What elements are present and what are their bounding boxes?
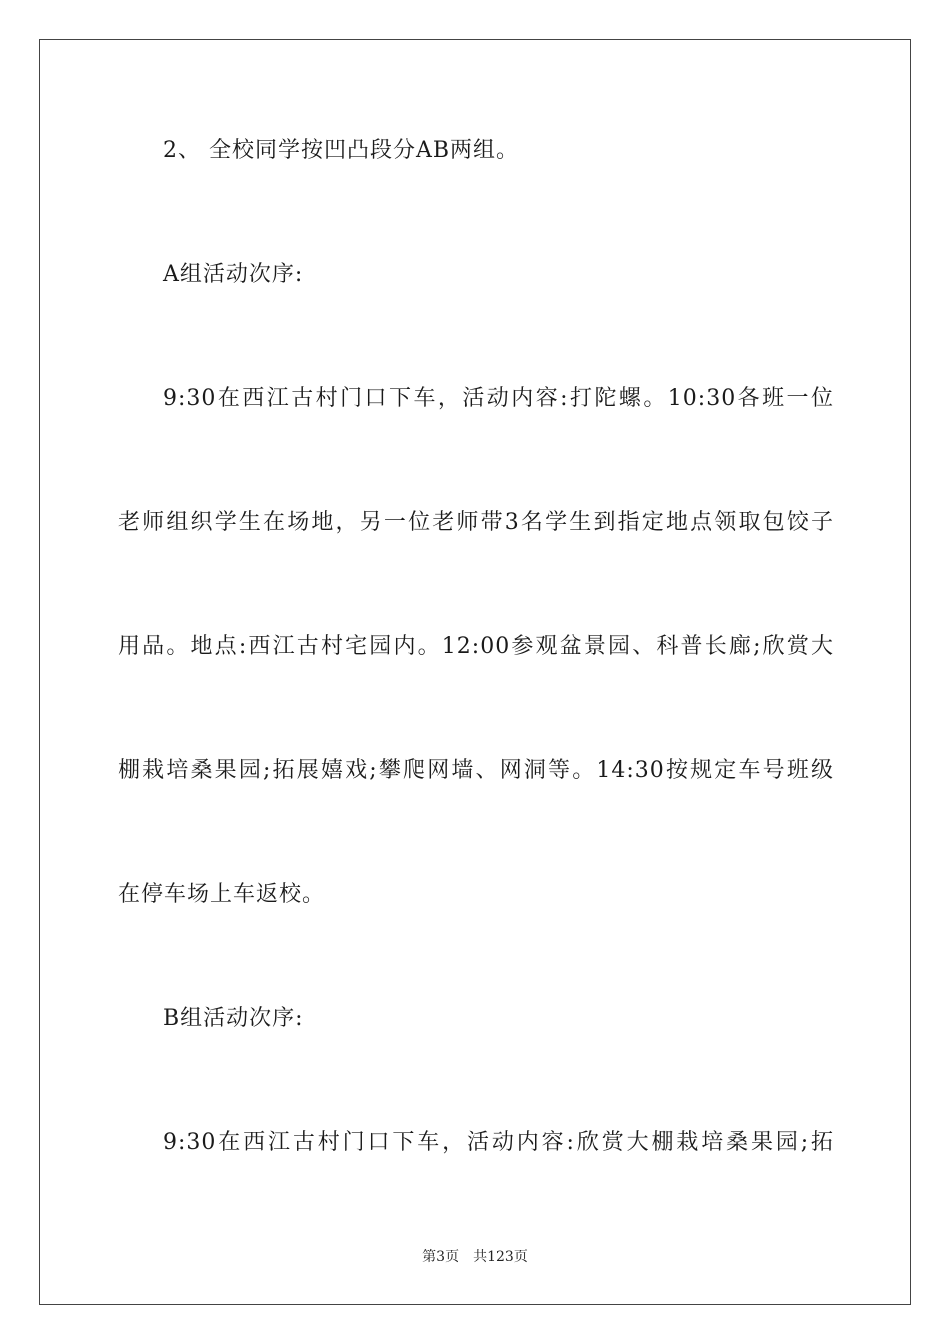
page-footer <box>0 1248 950 1266</box>
paragraph-line: 9:30在西江古村门口下车，活动内容:打陀螺。10:30各班一位 <box>163 386 834 411</box>
paragraph-line: 棚栽培桑果园;拓展嬉戏;攀爬网墙、网洞等。14:30按规定车号班级 <box>118 758 834 783</box>
paragraph-line: 老师组织学生在场地，另一位老师带3名学生到指定地点领取包饺子 <box>118 510 834 535</box>
paragraph-line: 用品。地点:西江古村宅园内。12:00参观盆景园、科普长廊;欣赏大 <box>118 634 834 659</box>
page-frame <box>39 39 911 1305</box>
group-a-heading: A组活动次序: <box>163 262 304 287</box>
group-b-heading: B组活动次序: <box>163 1006 304 1031</box>
paragraph-line: 在停车场上车返校。 <box>118 882 326 907</box>
list-item-2: 2、 全校同学按凹凸段分AB两组。 <box>163 138 520 163</box>
page-total: 共123页 <box>473 1249 528 1265</box>
paragraph-line: 9:30在西江古村门口下车，活动内容:欣赏大棚栽培桑果园;拓 <box>163 1130 834 1155</box>
page-number: 第3页 <box>422 1249 460 1265</box>
